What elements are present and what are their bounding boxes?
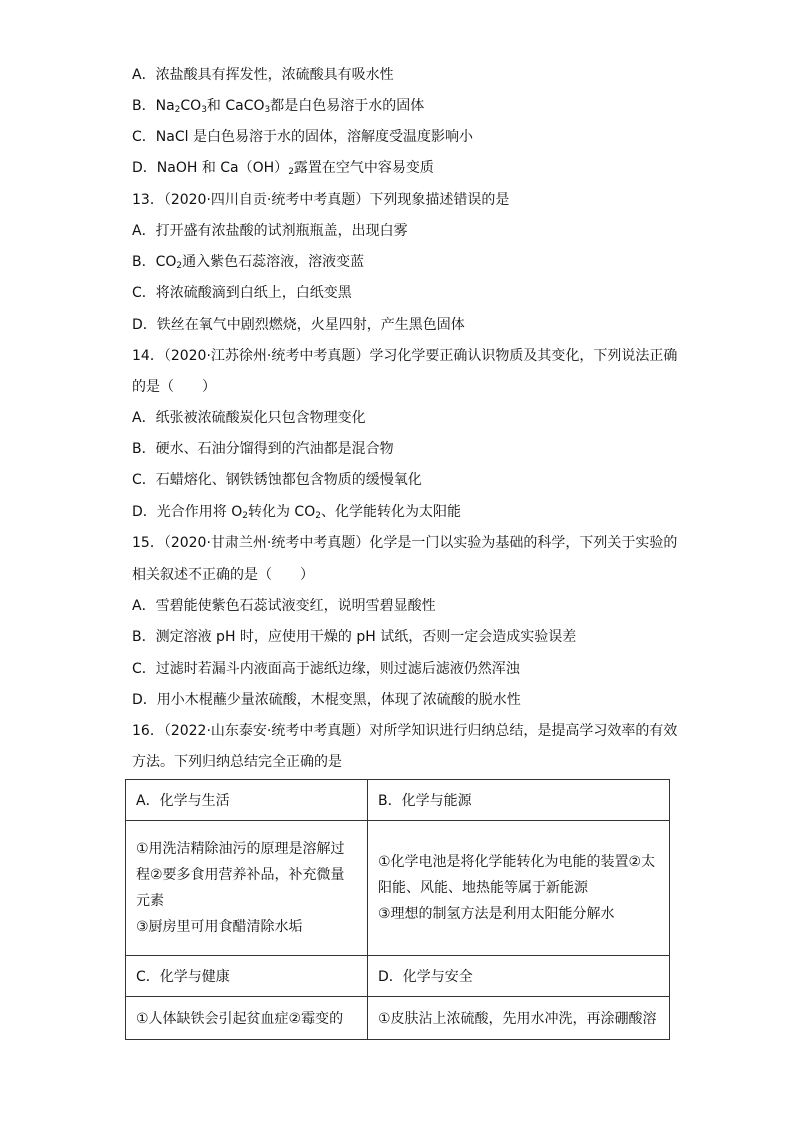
cell-d-head: D．化学与安全 xyxy=(368,956,670,997)
question-14: 14．（2020·江苏徐州·统考中考真题）学习化学要正确认识物质及其变化，下列说法正确 xyxy=(132,348,678,364)
question-15-cont: 相关叙述不正确的是（ ） xyxy=(132,567,314,583)
cell-b-body-line2: ③理想的制氢方法是利用太阳能分解水 xyxy=(378,906,615,922)
cell-b-body-line1: ①化学电池是将化学能转化为电能的装置②太阳能、风能、地热能等属于新能源 xyxy=(378,854,656,896)
option-b-q13: B．$CO_2$通入紫色石蕊溶液，溶液变蓝 xyxy=(132,254,365,271)
option-b-q12: B．$Na_2CO_3$和 CaCO$_3$都是白色易溶于水的固体 xyxy=(132,98,425,115)
option-d-q14: D．光合作用将 $O_2$转化为 $CO_2$、化学能转化为太阳能 xyxy=(132,504,461,521)
option-a-q13: A．打开盛有浓盐酸的试剂瓶瓶盖，出现白雾 xyxy=(132,223,408,239)
summary-table xyxy=(125,779,670,1040)
question-14-cont: 的是（ ） xyxy=(132,379,216,395)
question-13: 13．（2020·四川自贡·统考中考真题）下列现象描述错误的是 xyxy=(132,192,510,208)
cell-a-head: A．化学与生活 xyxy=(126,780,368,821)
cell-a-body xyxy=(126,821,368,956)
option-c-q15: C．过滤时若漏斗内液面高于滤纸边缘，则过滤后滤液仍然浑浊 xyxy=(132,661,520,677)
question-16: 16．（2022·山东泰安·统考中考真题）对所学知识进行归纳总结，是提高学习效率的有效 xyxy=(132,723,678,739)
cell-a-body-line1: ①用洗洁精除油污的原理是溶解过程②要多食用营养补品，补充微量元素 xyxy=(136,841,345,909)
option-d-q12: D．NaOH 和 $Ca(OH)_2$露置在空气中容易变质 xyxy=(132,160,434,177)
option-d-q15: D．用小木棍蘸少量浓硫酸，木棍变黑，体现了浓硫酸的脱水性 xyxy=(132,692,521,708)
option-a-q15: A．雪碧能使紫色石蕊试液变红，说明雪碧显酸性 xyxy=(132,598,436,614)
question-15: 15．（2020·甘肃兰州·统考中考真题）化学是一门以实验为基础的科学，下列关于实验的 xyxy=(132,535,678,551)
option-a-q14: A．纸张被浓硫酸炭化只包含物理变化 xyxy=(132,410,366,426)
cell-c-head: C．化学与健康 xyxy=(126,956,368,997)
option-c-q12: C．NaCl 是白色易溶于水的固体，溶解度受温度影响小 xyxy=(132,129,473,145)
cell-d-body: ①皮肤沾上浓硫酸，先用水冲洗，再涂硼酸溶 xyxy=(368,997,670,1040)
cell-b-head: B．化学与能源 xyxy=(368,780,670,821)
question-16-cont: 方法。下列归纳总结完全正确的是 xyxy=(132,754,342,770)
option-b-q14: B．硬水、石油分馏得到的汽油都是混合物 xyxy=(132,441,394,457)
option-c-q13: C．将浓硫酸滴到白纸上，白纸变黑 xyxy=(132,285,352,301)
option-c-q14: C．石蜡熔化、钢铁锈蚀都包含物质的缓慢氧化 xyxy=(132,472,422,488)
cell-a-body-line2: ③厨房里可用食醋清除水垢 xyxy=(136,919,303,935)
option-b-q15: B．测定溶液 pH 时，应使用干燥的 pH 试纸，否则一定会造成实验误差 xyxy=(132,629,577,645)
option-a-q12: A．浓盐酸具有挥发性，浓硫酸具有吸水性 xyxy=(132,67,394,83)
option-d-q13: D．铁丝在氧气中剧烈燃烧，火星四射，产生黑色固体 xyxy=(132,317,465,333)
cell-c-body: ①人体缺铁会引起贫血症②霉变的 xyxy=(126,997,368,1040)
cell-b-body xyxy=(368,821,670,956)
